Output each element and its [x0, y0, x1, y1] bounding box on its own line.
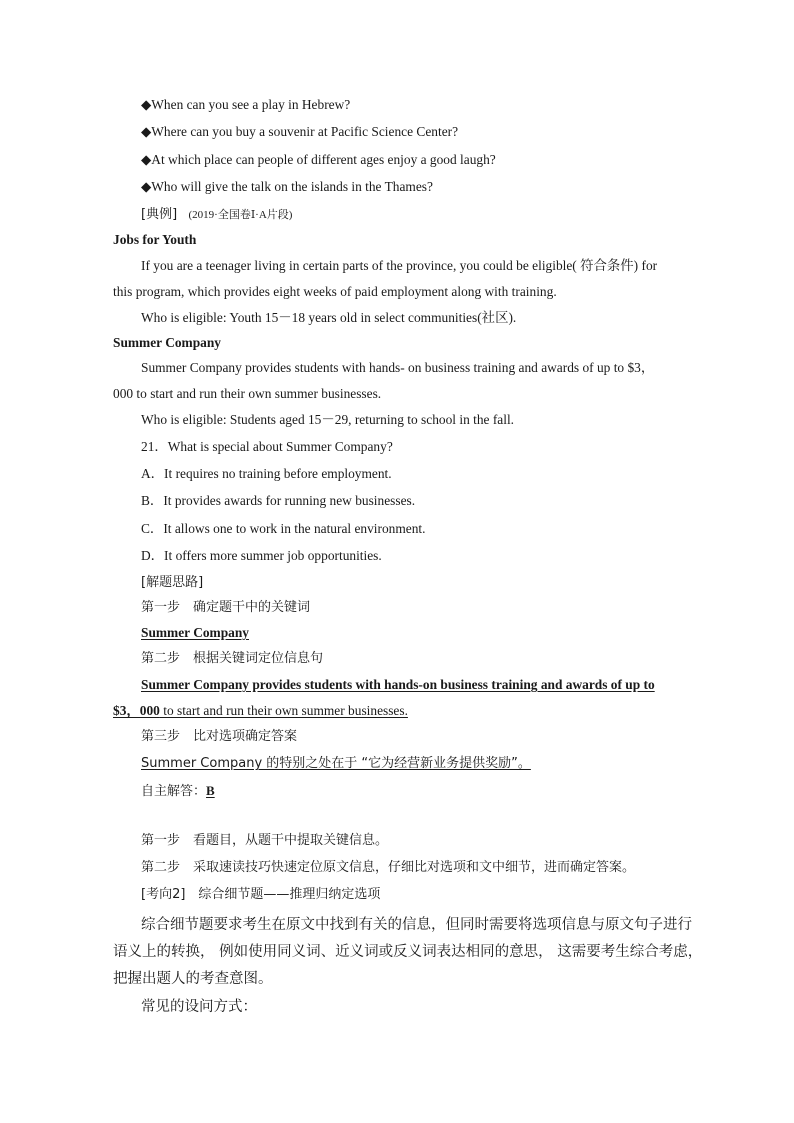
self-answer — [141, 781, 215, 802]
self-answer-value: B — [206, 783, 215, 798]
summer-eligible: Who is eligible: Students aged 15－29, returning to school in the fall. — [141, 412, 515, 427]
section2-paragraph-line3: 把握出题人的考查意图。 — [113, 971, 273, 987]
analysis-step3-text: Summer Company 的特别之处在于 “它为经营新业务提供奖励”。 — [141, 756, 531, 771]
self-answer-label: 自主解答： — [141, 784, 207, 799]
option-d: D．It offers more summer job opportunities. — [141, 548, 382, 563]
analysis-step2-sentence-line2 — [113, 701, 408, 721]
analysis-step3: 第三步 比对选项确定答案 — [141, 729, 298, 744]
summer-paragraph-line1: Summer Company provides students with hands- on business training and awards of up to $3， — [141, 360, 655, 375]
section2-title: [考向2] 综合细节题——推理归纳定选项 — [141, 887, 381, 902]
jobs-heading: Jobs for Youth — [113, 232, 197, 247]
method-step2: 第二步 采取速读技巧快速定位原文信息，仔细比对选项和文中细节，进而确定答案。 — [141, 860, 636, 875]
analysis-step2: 第二步 根据关键词定位信息句 — [141, 651, 324, 666]
analysis-step2-rest: to start and run their own summer businesses. — [159, 703, 408, 718]
jobs-eligible: Who is eligible: Youth 15－18 years old in select communities(社区). — [141, 310, 517, 325]
option-c: C．It allows one to work in the natural environment. — [141, 521, 426, 536]
example-source: (2019·全国卷Ⅰ·A片段) — [188, 209, 293, 221]
option-a: A．It requires no training before employment. — [141, 466, 392, 481]
option-b: B．It provides awards for running new businesses. — [141, 493, 416, 508]
method-step1: 第一步 看题目，从题干中提取关键信息。 — [141, 833, 389, 848]
section2-paragraph-line1: 综合细节题要求考生在原文中找到有关的信息，但同时需要将选项信息与原文句子进行 — [141, 917, 692, 933]
analysis-label: [解题思路] — [141, 575, 204, 590]
jobs-paragraph-line1: If you are a teenager living in certain parts of the province, you could be eligible( 符合条件) for — [141, 258, 658, 273]
summer-heading: Summer Company — [113, 335, 222, 350]
bullet-question-4: ◆Who will give the talk on the islands in the Thames? — [141, 179, 433, 194]
summer-paragraph-line2: 000 to start and run their own summer businesses. — [113, 386, 382, 401]
jobs-paragraph-line2: this program, which provides eight weeks of paid employment along with training. — [113, 284, 557, 299]
bullet-question-2: ◆Where can you buy a souvenir at Pacific Science Center? — [141, 124, 459, 139]
analysis-step2-amount: $3，000 — [113, 703, 160, 718]
example-label: [典例] — [141, 207, 178, 222]
bullet-question-3: ◆At which place can people of different ages enjoy a good laugh? — [141, 152, 496, 167]
analysis-step1-keyword: Summer Company — [141, 625, 250, 640]
bullet-question-1: ◆When can you see a play in Hebrew? — [141, 97, 351, 112]
example-header — [141, 204, 292, 225]
section2-paragraph-line2: 语义上的转换， 例如使用同义词、近义词或反义词表达相同的意思， 这需要考生综合考虑， — [113, 944, 703, 960]
question-stem: 21．What is special about Summer Company? — [141, 439, 393, 454]
section2-common: 常见的设问方式： — [141, 999, 257, 1015]
analysis-step2-sentence-line1: Summer Company provides students with hands-on business training and awards of up to — [141, 677, 655, 692]
analysis-step1: 第一步 确定题干中的关键词 — [141, 600, 311, 615]
